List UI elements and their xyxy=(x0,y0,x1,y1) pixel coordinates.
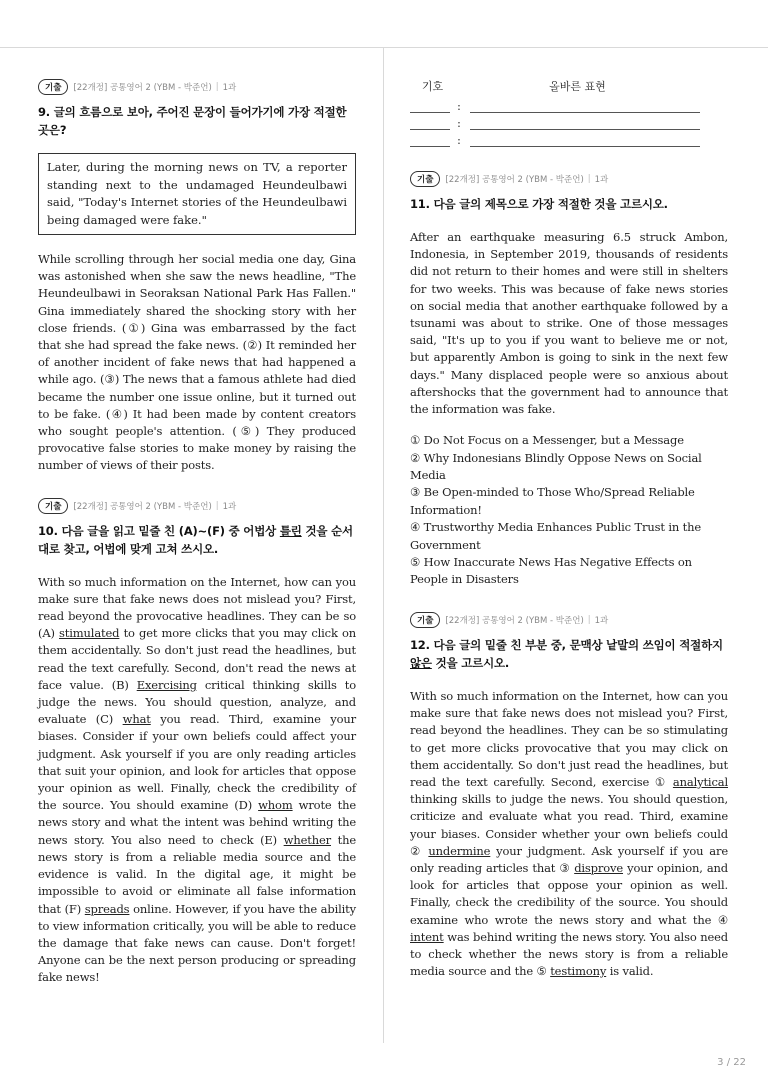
option-2[interactable]: ② Why Indonesians Blindly Oppose News on Social Media xyxy=(410,450,702,483)
exam-badge: 기출 xyxy=(38,498,68,514)
underline-4: intent xyxy=(410,929,444,944)
lesson-label: 1과 xyxy=(222,83,237,93)
answer-row[interactable]: : xyxy=(410,96,700,113)
answer-row[interactable]: : xyxy=(410,130,700,147)
answer-table xyxy=(410,78,700,147)
answer-options xyxy=(410,432,728,589)
underline-2: undermine xyxy=(428,843,491,858)
passage: While scrolling through her social media one day, Gina was astonished when she saw the news headline, "The Heundeulbawi in Seoraksan National Park Has Fallen." Gina immediately shared the shocking story with her close friends. (①) Gina was embarrassed by the fact that she had spread the fake news. (②) It reminded her of another incident of fake news that had happened a while ago. (③) The news that a famous athlete had died became the number one issue online, but it turned out to be fake. (④) It had been made by content creators who sought people's attention. (⑤) They produced provocative false stories to make money by raising the number of views of their posts. xyxy=(38,252,356,473)
question-title: 11. 다음 글의 제목으로 가장 적절한 것을 고르시오. xyxy=(410,197,668,211)
underline-d: whom xyxy=(258,798,293,813)
underline-c: what xyxy=(122,712,151,727)
lesson-label: 1과 xyxy=(594,615,609,626)
underline-e: whether xyxy=(283,832,331,847)
question-title: 9. 글의 흐름으로 보아, 주어진 문장이 들어가기에 가장 적절한 곳은? xyxy=(38,105,347,137)
underline-a: stimulated xyxy=(59,626,120,641)
option-4[interactable]: ④ Trustworthy Media Enhances Public Trust in the Government xyxy=(410,520,701,552)
source-label: [22개정] 공통영어 2 (YBM - 박준언) xyxy=(73,501,212,512)
right-column xyxy=(410,170,728,980)
option-5[interactable]: ⑤ How Inaccurate News Has Negative Effects on People in Disasters xyxy=(410,555,692,587)
exam-badge: 기출 xyxy=(38,79,68,95)
question-tag: 기출 [22개정] 공통영어 2 (YBM - 박준언) | 1과 xyxy=(410,611,728,629)
option-1[interactable]: ① Do Not Focus on a Messenger, but a Message xyxy=(410,433,684,448)
question-tag: 기출 [22개정] 공통영어 2 (YBM - 박준언) | 1과 xyxy=(38,497,356,515)
left-column xyxy=(38,78,356,987)
passage: After an earthquake measuring 6.5 struck Ambon, Indonesia, in September 2019, thousands of residents did not return to their homes and were still in shelters for two weeks. This was because of fake news stories on social media that another earthquake followed by a tsunami was about to strike. One of those messages said, "It's up to you if you want to believe me or not, but apparently Ambon is going to sink in the next few days." Many displaced people were so anxious about aftershocks that the government had to announce that the information was fake. xyxy=(410,230,728,417)
correct-expression-header: 올바른 표현 xyxy=(549,80,606,93)
column-divider xyxy=(383,48,384,1043)
underline-f: spreads xyxy=(84,901,130,916)
header-rule xyxy=(0,47,768,48)
question-tag: 기출 [22개정] 공통영어 2 (YBM - 박준언) | 1과 xyxy=(38,78,356,96)
source-label: [22개정] 공통영어 2 (YBM - 박준언) xyxy=(73,83,212,93)
question-9 xyxy=(38,78,356,475)
question-11 xyxy=(410,170,728,589)
given-sentence-box: Later, during the morning news on TV, a reporter standing next to the undamaged Heundeulbawi said, "Today's Internet stories of the Heundeulbawi being damaged were fake." xyxy=(38,153,356,235)
underline-5: testimony xyxy=(550,964,607,979)
answer-row[interactable]: : xyxy=(410,113,700,130)
question-title: 12. 다음 글의 밑줄 친 부분 중, 문맥상 낱말의 쓰임이 적절하지 않은 것을 고르시오. xyxy=(410,637,723,670)
question-tag: 기출 [22개정] 공통영어 2 (YBM - 박준언) | 1과 xyxy=(410,170,728,188)
passage: With so much information on the Internet, how can you make sure that fake news does not mislead you? First, read beyond the provocative headlines. They can be so (A) stimulated to get more clicks that you may click on them accidentally. So don't just read the headlines, but read the text carefully. Second, don't read the news at face value. (B) Exercising critical thinking skills to judge the news. You should question, analyze, and evaluate (C) what you read. Third, examine your biases. Consider if your own beliefs could affect your judgment. Ask yourself if you are only reading articles that suit your opinion, and look for articles that oppose your opinion as well. Finally, check the credibility of the source. You should examine (D) whom wrote the news story and what the intent was behind writing the news story. You also need to check (E) whether the news story is from a reliable media source and the evidence is valid. In the digital age, it might be impossible to avoid or eliminate all false information that (F) spreads online. However, if you have the ability to view information critically, you will be able to reduce the damage that fake news can cause. Don't forget! Anyone can be the next person producing or spreading fake news! xyxy=(38,574,357,985)
question-title: 10. 다음 글을 읽고 밑줄 친 (A)~(F) 중 어법상 틀린 것을 순서대로 찾고, 어법에 맞게 고쳐 쓰시오. xyxy=(38,523,353,556)
question-10 xyxy=(38,497,356,987)
lesson-label: 1과 xyxy=(222,501,237,512)
source-label: [22개정] 공통영어 2 (YBM - 박준언) xyxy=(445,175,584,185)
option-3[interactable]: ③ Be Open-minded to Those Who/Spread Reliable Information! xyxy=(410,485,695,517)
passage: With so much information on the Internet, how can you make sure that fake news does not mislead you? First, read beyond the headlines. They can be so stimulating to get more clicks provocative that you may click on them accidentally. So don't just read the headlines, but read the text carefully. Second, exercise ① analytical thinking skills to judge the news. You should question, criticize and evaluate what you read. Third, examine your biases. Consider whether your own beliefs could ② undermine your judgment. Ask yourself if you are only reading articles that ③ disprove your opinion, and look for articles that oppose your opinion as well. Finally, check the credibility of the source. You should examine who wrote the news story and what the ④ intent was behind writing the news story. You also need to check whether the news story is from a reliable media source and the ⑤ testimony is valid. xyxy=(410,688,729,979)
underline-3: disprove xyxy=(574,860,624,875)
page-number: 3 / 22 xyxy=(717,1057,746,1068)
underline-b: Exercising xyxy=(136,677,197,692)
source-label: [22개정] 공통영어 2 (YBM - 박준언) xyxy=(445,615,584,626)
lesson-label: 1과 xyxy=(594,175,609,185)
question-12 xyxy=(410,611,728,980)
exam-badge: 기출 xyxy=(410,171,440,187)
symbol-header: 기호 xyxy=(421,80,444,93)
underline-1: analytical xyxy=(672,774,728,789)
exam-badge: 기출 xyxy=(410,612,440,628)
